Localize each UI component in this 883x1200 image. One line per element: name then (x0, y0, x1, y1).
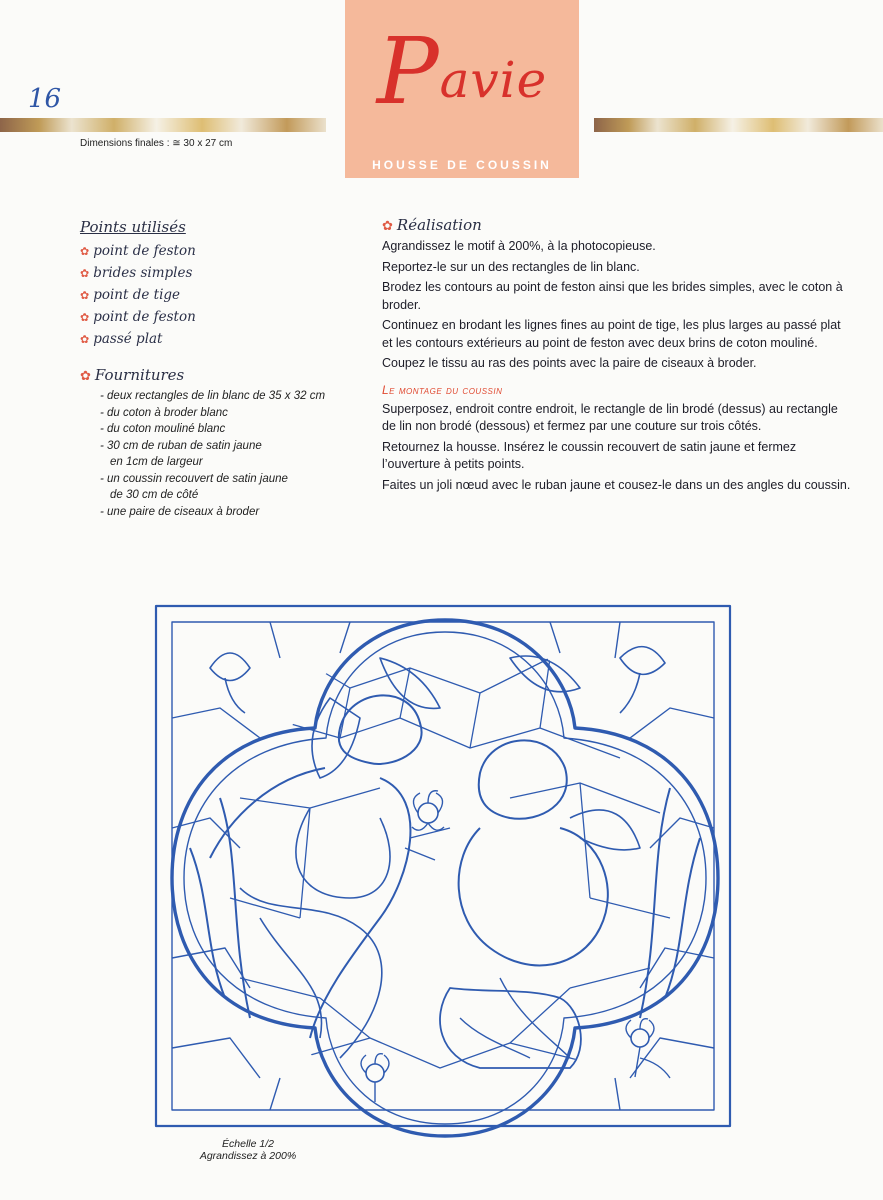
left-column (80, 218, 360, 520)
point-item (80, 262, 360, 284)
supply-item: - deux rectangles de lin blanc de 35 x 32 cm (100, 390, 326, 402)
pattern-outer-frame (156, 606, 730, 1126)
page-number: 16 (28, 84, 62, 114)
supply-item: - un coussin recouvert de satin jaune (100, 472, 288, 485)
page-title (345, 18, 579, 125)
point-label: point de feston (93, 309, 196, 325)
supply-list (100, 388, 360, 520)
supply-item: en 1cm de largeur (110, 456, 203, 468)
point-label: passé plat (93, 331, 163, 347)
instruction-paragraph: Agrandissez le motif à 200%, à la photocopieuse. (382, 239, 656, 253)
supply-item: - 30 cm de ruban de satin jaune (100, 439, 262, 452)
pattern-quatrefoil (172, 620, 718, 1136)
points-list (80, 240, 360, 350)
supply-item: - une paire de ciseaux à broder (100, 505, 260, 518)
realisation-heading-label: Réalisation (396, 216, 482, 234)
point-label: point de tige (93, 287, 181, 303)
fournitures-heading (80, 366, 360, 384)
right-column (382, 216, 852, 497)
instruction-paragraph: Coupez le tissu au ras des points avec la paire de ciseaux à broder. (382, 356, 757, 370)
decorative-band-left (0, 118, 326, 132)
instruction-paragraph: Retournez la housse. Insérez le coussin recouvert de satin jaune et fermez l’ouverture à petits points. (382, 439, 797, 471)
point-item (80, 328, 360, 350)
point-label: point de feston (93, 243, 196, 259)
flower-icon: ✿ (382, 219, 393, 234)
pattern-caption (178, 1138, 318, 1162)
flower-icon: ✿ (80, 333, 90, 346)
flower-icon: ✿ (80, 289, 90, 302)
points-heading: Points utilisés (80, 218, 186, 236)
embroidery-pattern (150, 598, 740, 1158)
realisation-heading (382, 216, 852, 234)
title-initial: P (376, 18, 440, 125)
page-subtitle: HOUSSE DE COUSSIN (372, 158, 552, 172)
embroidery-pattern-drawing (150, 598, 740, 1158)
montage-text (382, 401, 852, 495)
fournitures-heading-label: Fournitures (94, 366, 185, 384)
point-item (80, 284, 360, 306)
flower-icon: ✿ (80, 267, 90, 280)
scale-label: Échelle 1/2 (222, 1138, 274, 1150)
point-label: brides simples (93, 265, 193, 281)
point-item (80, 240, 360, 262)
instruction-paragraph: Faites un joli nœud avec le ruban jaune et cousez-le dans un des angles du coussin. (382, 477, 851, 492)
supply-item: de 30 cm de côté (110, 489, 199, 501)
final-dimensions: Dimensions finales : ≅ 30 x 27 cm (80, 138, 233, 149)
flower-icon: ✿ (80, 245, 90, 258)
instruction-paragraph: Brodez les contours au point de feston ainsi que les brides simples, avec le coton à broder. (382, 280, 843, 312)
flower-icon: ✿ (80, 369, 91, 384)
title-box (345, 0, 579, 178)
realisation-text (382, 238, 852, 373)
title-rest: avie (439, 51, 548, 109)
instruction-paragraph: Superposez, endroit contre endroit, le rectangle de lin brodé (dessus) au rectangle de lin non brodé (dessous) et fermez par une couture sur trois côtés. (382, 401, 838, 433)
instruction-paragraph: Continuez en brodant les lignes fines au point de tige, les plus larges au passé plat et les contours extérieurs au point de feston avec deux brins de coton mouliné. (382, 318, 841, 350)
flower-icon: ✿ (80, 311, 90, 324)
point-item (80, 306, 360, 328)
montage-heading: Le montage du coussin (382, 382, 503, 397)
supply-item: - du coton mouliné blanc (100, 423, 226, 435)
enlarge-label: Agrandissez à 200% (199, 1150, 297, 1162)
instruction-paragraph: Reportez-le sur un des rectangles de lin blanc. (382, 259, 640, 274)
decorative-band-right (594, 118, 883, 132)
supply-item: - du coton à broder blanc (100, 406, 228, 419)
